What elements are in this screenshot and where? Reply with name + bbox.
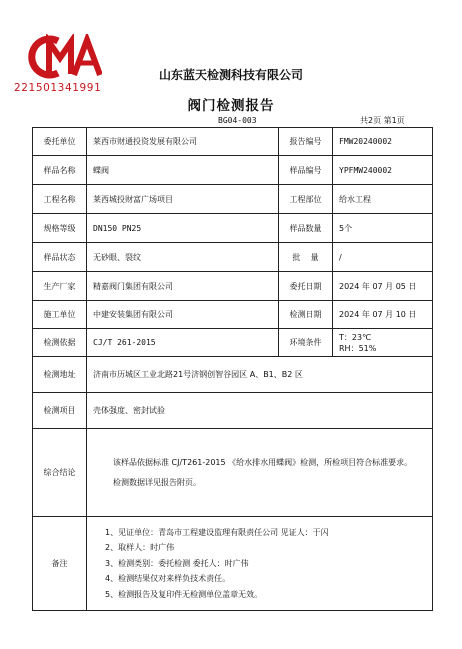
contractor-value: 中建安装集团有限公司 xyxy=(87,301,279,329)
env-temp: T：23℃ xyxy=(339,332,372,342)
spec-label: 规格等级 xyxy=(33,214,87,243)
table-row xyxy=(33,301,433,329)
remark-line: 3、检测类别：委托检测 委托人：时广伟 xyxy=(105,558,249,568)
manufacturer-value: 精嘉阀门集团有限公司 xyxy=(87,272,279,301)
items-label: 检测项目 xyxy=(33,393,87,429)
spec-value: DN150 PN25 xyxy=(87,214,279,243)
env-value xyxy=(333,329,433,357)
contractor-label: 施工单位 xyxy=(33,301,87,329)
manufacturer-label: 生产厂家 xyxy=(33,272,87,301)
remarks-value xyxy=(87,517,433,611)
sample-no-value: YPFMW240002 xyxy=(333,156,433,185)
quantity-value: 5个 xyxy=(333,214,433,243)
basis-value: CJ/T 261-2015 xyxy=(87,329,279,357)
table-row xyxy=(33,329,433,357)
table-row xyxy=(33,185,433,214)
address-value: 济南市历城区工业北路21号济钢创智谷园区 A、B1、B2 区 xyxy=(87,357,433,393)
report-no-value: FMW20240002 xyxy=(333,128,433,156)
report-no-label: 报告编号 xyxy=(279,128,333,156)
company-name: 山东蓝天检测科技有限公司 xyxy=(158,68,303,82)
conclusion-value xyxy=(87,429,433,517)
env-rh: RH：51% xyxy=(339,343,377,353)
client-label: 委托单位 xyxy=(33,128,87,156)
location-label: 工程部位 xyxy=(279,185,333,214)
table-row xyxy=(33,357,433,393)
sample-name-label: 样品名称 xyxy=(33,156,87,185)
page-info: 共2页 第1页 xyxy=(360,116,405,125)
items-value: 壳体强度、密封试验 xyxy=(87,393,433,429)
table-row xyxy=(33,214,433,243)
location-value: 给水工程 xyxy=(333,185,433,214)
table-row xyxy=(33,517,433,611)
table-row xyxy=(33,243,433,272)
basis-label: 检测依据 xyxy=(33,329,87,357)
conclusion-label: 综合结论 xyxy=(33,429,87,517)
cma-code: 221501341991 xyxy=(14,82,102,94)
report-title: 阀门检测报告 xyxy=(187,98,275,114)
report-table xyxy=(32,127,433,611)
sample-name-value: 蝶阀 xyxy=(87,156,279,185)
project-value: 莱西城投财富广场项目 xyxy=(87,185,279,214)
client-value: 莱西市财通投资发展有限公司 xyxy=(87,128,279,156)
test-date-label: 检测日期 xyxy=(279,301,333,329)
env-label: 环境条件 xyxy=(279,329,333,357)
sample-no-label: 样品编号 xyxy=(279,156,333,185)
table-row xyxy=(33,128,433,156)
remarks-label: 备注 xyxy=(33,517,87,611)
commission-date-value: 2024 年 07 月 05 日 xyxy=(333,272,433,301)
remark-line: 5、检测报告及复印件无检测单位盖章无效。 xyxy=(105,589,263,599)
test-date-value: 2024 年 07 月 10 日 xyxy=(333,301,433,329)
remark-line: 2、取样人：时广伟 xyxy=(105,543,175,553)
document-code: BG04-003 xyxy=(218,116,257,125)
remark-line: 4、检测结果仅对来样负技术责任。 xyxy=(105,574,231,584)
conclusion-paragraph: 该样品依据标准 CJ/T261-2015 《给水排水用蝶阀》检测，所检项目符合标准要求。 xyxy=(113,457,413,467)
table-row xyxy=(33,429,433,517)
batch-value: / xyxy=(333,243,433,272)
commission-date-label: 委托日期 xyxy=(279,272,333,301)
remark-line: 1、见证单位：青岛市工程建设监理有限责任公司 见证人：于闪 xyxy=(105,527,329,537)
conclusion-paragraph: 检测数据详见报告附页。 xyxy=(113,477,201,487)
batch-label: 批 量 xyxy=(279,243,333,272)
table-row xyxy=(33,272,433,301)
address-label: 检测地址 xyxy=(33,357,87,393)
table-row xyxy=(33,393,433,429)
quantity-label: 样品数量 xyxy=(279,214,333,243)
state-label: 样品状态 xyxy=(33,243,87,272)
project-label: 工程名称 xyxy=(33,185,87,214)
state-value: 无砂眼、裂纹 xyxy=(87,243,279,272)
table-row xyxy=(33,156,433,185)
